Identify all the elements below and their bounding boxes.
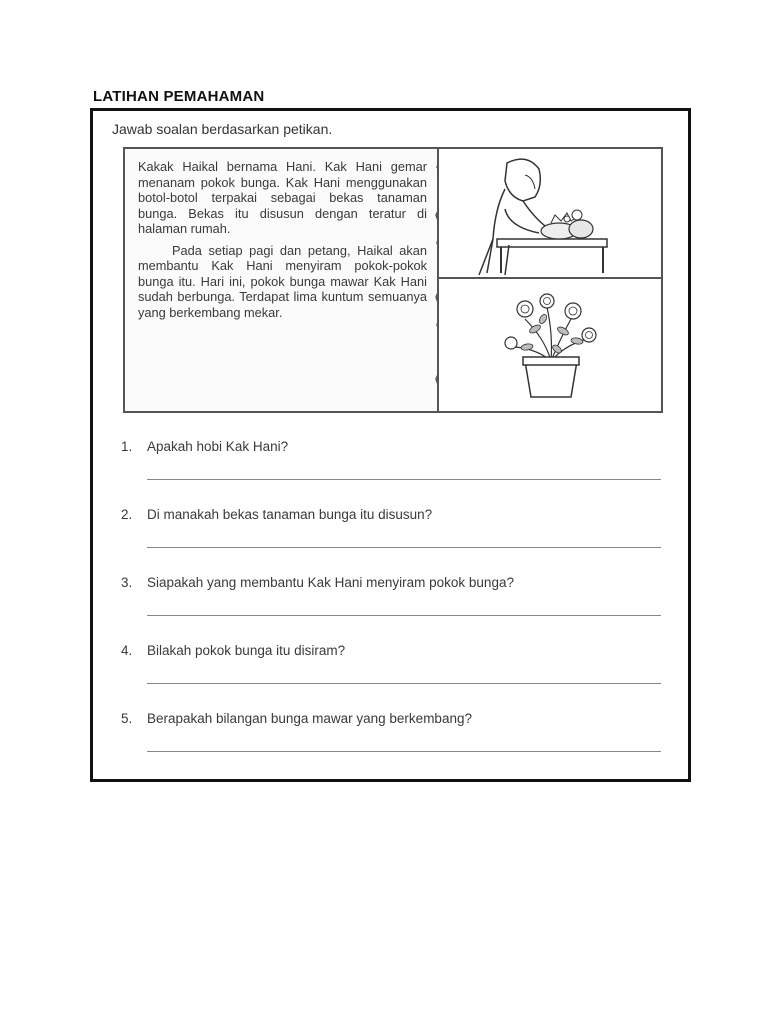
worksheet-frame [90, 108, 691, 782]
passage-paragraph-1: Kakak Haikal bernama Hani. Kak Hani gemar menanam pokok bunga. Kak Hani menggunakan botol-botol terpakai sebagai bekas tanaman bunga. Bekas itu disusun dengan teratur di halaman rumah. [138, 159, 427, 236]
page-title: LATIHAN PEMAHAMAN [93, 88, 265, 105]
question-text: Di manakah bekas tanaman bunga itu disusun? [147, 507, 433, 522]
question-text: Siapakah yang membantu Kak Hani menyiram pokok bunga? [147, 575, 514, 590]
question-item [121, 575, 661, 643]
question-list [121, 439, 661, 779]
answer-line[interactable] [147, 547, 661, 548]
question-number: 4. [121, 643, 133, 658]
girl-with-bottles-illustration [439, 149, 661, 279]
rose-plant-illustration [439, 279, 661, 411]
question-number: 3. [121, 575, 133, 590]
question-text: Berapakah bilangan bunga mawar yang berkembang? [147, 711, 472, 726]
question-number: 1. [121, 439, 133, 454]
question-item [121, 643, 661, 711]
instruction-text: Jawab soalan berdasarkan petikan. [112, 121, 333, 137]
question-item [121, 439, 661, 507]
question-number: 2. [121, 507, 133, 522]
answer-line[interactable] [147, 683, 661, 684]
question-text: Bilakah pokok bunga itu disiram? [147, 643, 346, 658]
answer-line[interactable] [147, 615, 661, 616]
question-item [121, 507, 661, 575]
answer-line[interactable] [147, 751, 661, 752]
question-item [121, 711, 661, 779]
passage-paragraph-2: Pada setiap pagi dan petang, Haikal akan membantu Kak Hani menyiram pokok-pokok bunga itu. Hari ini, pokok bunga mawar Kak Hani sudah berbunga. Terdapat lima kuntum semuanya yang berkembang mekar. [138, 242, 427, 320]
reading-passage [123, 147, 439, 413]
illustration-panel [439, 147, 663, 413]
question-number: 5. [121, 711, 133, 726]
answer-line[interactable] [147, 479, 661, 480]
question-text: Apakah hobi Kak Hani? [147, 439, 289, 454]
